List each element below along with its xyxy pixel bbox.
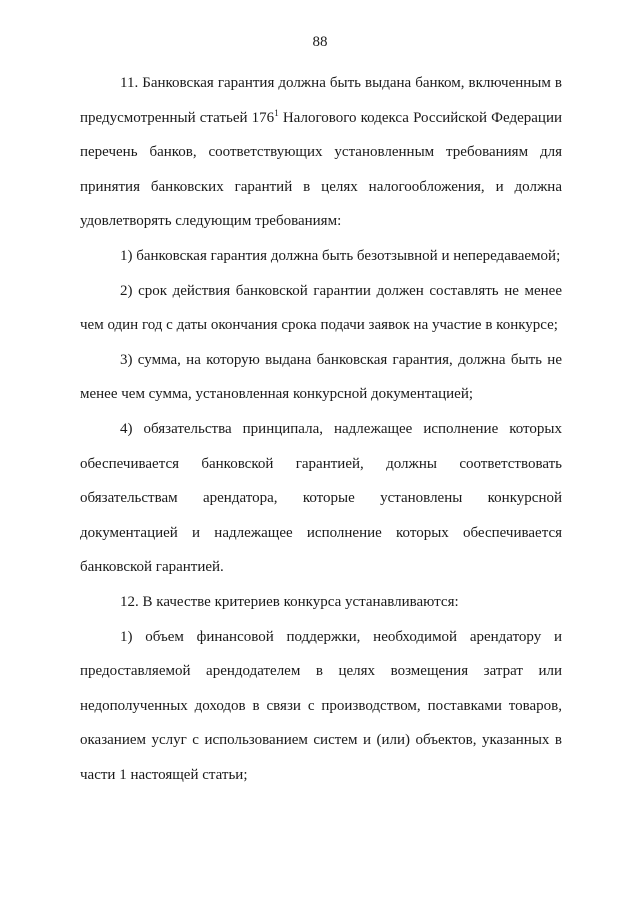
paragraph-11-item-4: 4) обязательства принципала, надлежащее исполнение которых обеспечивается банковской гарантией, должны соответствовать обязательствам арендатора, которые установлены конкурсной документацией и надлежащее исполнение которых обеспечивается банковской гарантией. <box>80 420 562 576</box>
paragraph-11-item-3: 3) сумма, на которую выдана банковская гарантия, должна быть не менее чем сумма, установленная конкурсной документацией; <box>80 351 562 403</box>
paragraph-11-item-2: 2) срок действия банковской гарантии должен составлять не менее чем один год с даты окончания срока подачи заявок на участие в конкурсе; <box>80 282 562 334</box>
paragraph-11-text-end: Налогового кодекса Российской Федерации перечень банков, соответствующих установленным требованиям для принятия банковских гарантий в целях налогообложения, и должна удовлетворять следующим требованиям: <box>80 109 562 230</box>
paragraph-11 <box>80 66 562 239</box>
paragraph-11-item-1: 1) банковская гарантия должна быть безотзывной и непередаваемой; <box>120 247 561 264</box>
article-number-superscript: 1 <box>274 107 279 118</box>
paragraph-12: 12. В качестве критериев конкурса устанавливаются: <box>120 593 459 610</box>
paragraph-11-text-start: 11. Банковская гарантия должна быть выдана банком, включенным в предусмотренный статьей 176 <box>80 75 562 126</box>
page-number: 88 <box>312 34 328 50</box>
document-body <box>80 66 562 792</box>
paragraph-12-item-1: 1) объем финансовой поддержки, необходимой арендатору и предоставляемой арендодателем в целях возмещения затрат или недополученных доходов в связи с производством, поставками товаров, оказанием услуг с использованием систем и (или) объектов, указанных в части 1 настоящей статьи; <box>80 628 562 783</box>
